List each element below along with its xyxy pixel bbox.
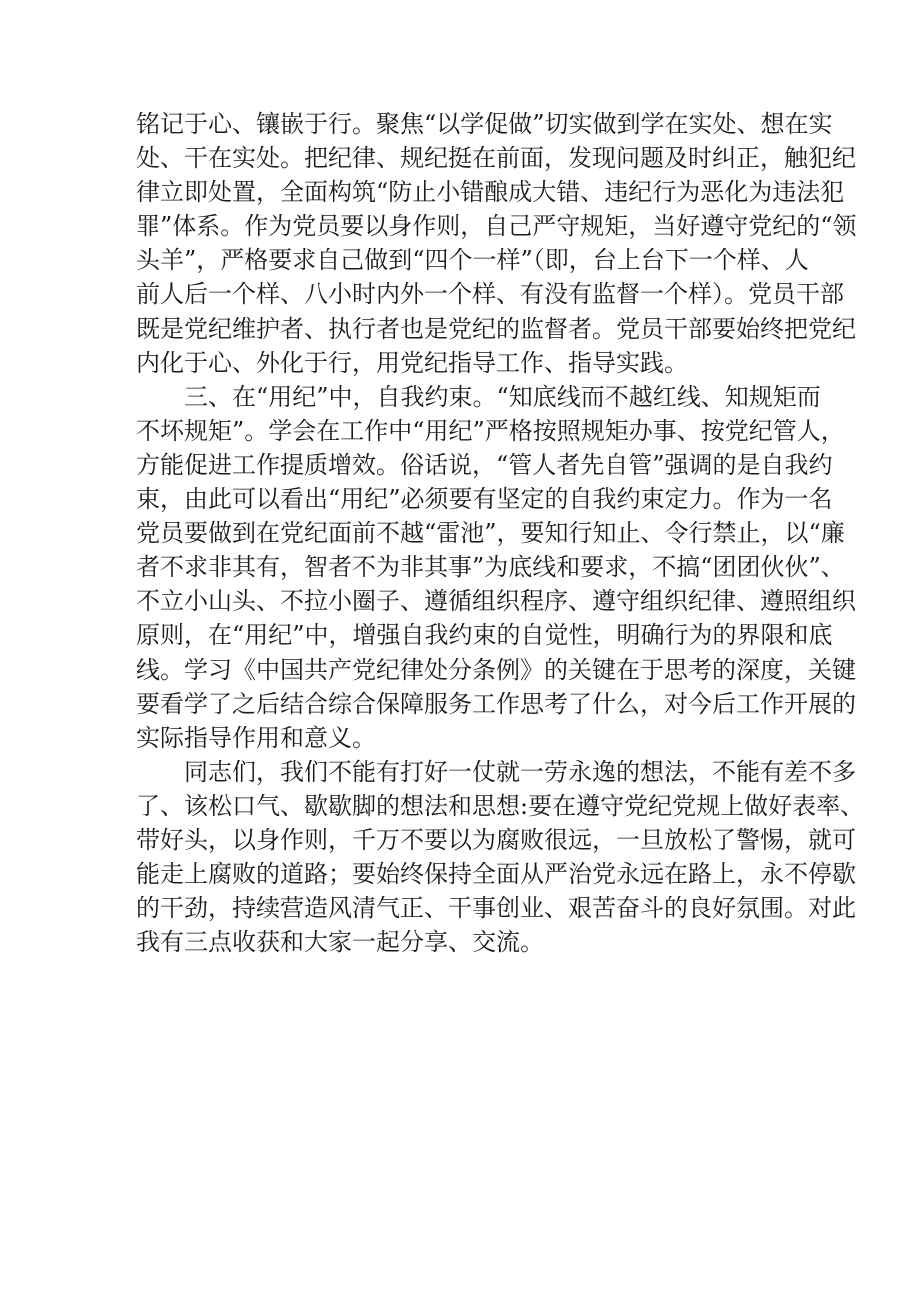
text-line: 处、干在实处。把纪律、规纪挺在前面，发现问题及时纠正，触犯纪 — [136, 144, 856, 173]
text-line: 束，由此可以看出“用纪”必须要有坚定的自我约束定力。作为一名 — [136, 485, 833, 514]
text-line: 能走上腐败的道路；要始终保持全面从严治党永远在路上，永不停歇 — [136, 860, 856, 889]
text-line: 律立即处置，全面构筑“防止小错酿成大错、违纪行为恶化为违法犯 — [136, 178, 845, 207]
text-line: 要看学了之后结合综合保障服务工作思考了什么，对今后工作开展的 — [136, 689, 856, 718]
text-line: 我有三点收获和大家一起分享、交流。 — [136, 928, 544, 957]
text-line: 原则，在“用纪”中，增强自我约束的自觉性，明确行为的界限和底 — [136, 621, 833, 650]
text-line: 不坏规矩”。学会在工作中“用纪”严格按照规矩办事、按党纪管人， — [136, 416, 845, 445]
text-line: 既是党纪维护者、执行者也是党纪的监督者。党员干部要始终把党纪 — [136, 314, 856, 343]
section-heading-line: 三、在“用纪”中，自我约束。“知底线而不越红线、知规矩而 — [184, 382, 821, 411]
text-line: 罪”体系。作为党员要以身作则，自己严守规矩，当好遵守党纪的“领 — [136, 212, 857, 241]
text-line: 了、该松口气、歇歇脚的想法和思想:要在遵守党纪党规上做好表率、 — [136, 791, 865, 820]
paragraph-section-three — [136, 380, 856, 755]
text-line: 党员要做到在党纪面前不越“雷池”，要知行知止、令行禁止，以“廉 — [136, 519, 845, 548]
paragraph-closing — [136, 755, 865, 960]
text-line: 内化于心、外化于行，用党纪指导工作、指导实践。 — [136, 348, 688, 377]
text-line: 线。学习《中国共产党纪律处分条例》的关键在于思考的深度，关键 — [136, 655, 856, 684]
text-line: 的干劲，持续营造风清气正、干事创业、艰苦奋斗的良好氛围。对此 — [136, 894, 856, 923]
text-line: 者不求非其有，智者不为非其事”为底线和要求，不搞“团团伙伙”、 — [136, 553, 845, 582]
text-line: 不立小山头、不拉小圈子、遵循组织程序、遵守组织纪律、遵照组织 — [136, 587, 856, 616]
text-line: 铭记于心、镶嵌于行。聚焦“以学促做”切实做到学在实处、想在实 — [136, 110, 833, 138]
paragraph-discipline-in-action — [136, 107, 857, 380]
text-line: 带好头，以身作则，千万不要以为腐败很远，一旦放松了警惕，就可 — [136, 825, 856, 854]
text-line: 同志们，我们不能有打好一仗就一劳永逸的想法，不能有差不多 — [184, 757, 856, 786]
text-line: 头羊”，严格要求自己做到“四个一样”（即，台上台下一个样、人 — [136, 246, 809, 275]
text-line: 实际指导作用和意义。 — [136, 723, 376, 752]
text-line: 前人后一个样、八小时内外一个样、有没有监督一个样）。党员干部 — [136, 280, 844, 309]
document-body — [136, 107, 865, 959]
text-line: 方能促进工作提质增效。俗话说，“管人者先自管”强调的是自我约 — [136, 450, 833, 479]
